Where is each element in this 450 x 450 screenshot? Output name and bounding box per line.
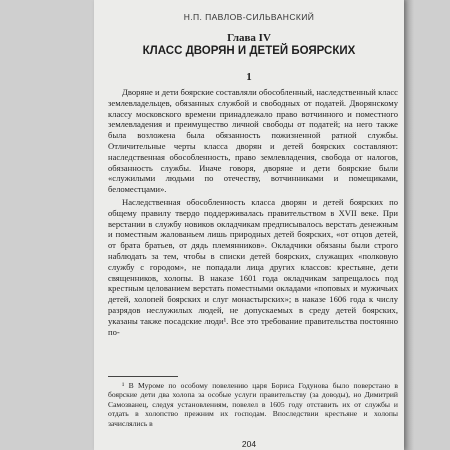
footnote [108,381,398,428]
running-head: Н.П. ПАВЛОВ-СИЛЬВАНСКИЙ [183,12,315,22]
paragraph: Наследственная обособленность класса дворян и детей боярских по общему правилу твердо поддерживалась правительством в XVII веке. При верстании в службу новиков окладчикам предписывалось верстать денежным и поместным жалованьем лишь природных детей боярских, «от отцов детей, от брата братьев, от дядь племянников». Окладчики обязаны были строго наблюдать за тем, чтобы в списки детей боярских, служащих «полковую службу с городом», не попадали лица других классов: крестьяне, дети священников, холопы. В наказе 1601 года окладчикам запрещалось под крестным целованием верстать поместными окладами «поповых и мужичьих детей, холопей боярских и слуг монастырских»; в наказе 1606 года к числу разрядов неслужилых людей, не допускаемых в среду детей боярских, указаны также посадские люди¹. Все это требование правительства постоянно по- [108,196,398,337]
chapter-title: КЛАСС ДВОРЯН И ДЕТЕЙ БОЯРСКИХ [142,45,356,57]
book-gutter-shadow [404,0,414,450]
chapter-label: Глава IV [227,32,271,44]
paragraph: Дворяне и дети боярские составляли обособленный, наследственный класс землевладельцев, обязанных службой и свободных от податей. Дворянскому классу московского времени принадлежало право вотчинного и поместного землевладения и преимущество личной свободы от податей; на него также была возложена была обязанность пожизненной ратной службы. Отличительные черты класса дворян и детей боярских составляют: наследственная обособленность, право землевладения, свобода от налогов, обязанность службы. Иначе говоря, дворяне и дети боярские были «служилыми людьми по отечеству, вотчинниками и помещиками, беломестцами». [108,87,398,195]
footnote-text: ¹ В Муроме по особому повелению царя Бориса Годунова было поверстано в боярские дети два холопа за особые услуги правительству (за доводы), но Димитрий Самозванец, следуя установлениям, повелел в 1605 году отставить их от службы и отдать в холопство прежним их господам. Впоследствии крестьяне и холопы зачислялись в [108,381,398,428]
book-page [94,0,404,450]
footnote-rule [108,376,178,377]
section-number: 1 [246,71,252,83]
body-text [108,87,398,337]
page-number: 204 [241,439,257,449]
